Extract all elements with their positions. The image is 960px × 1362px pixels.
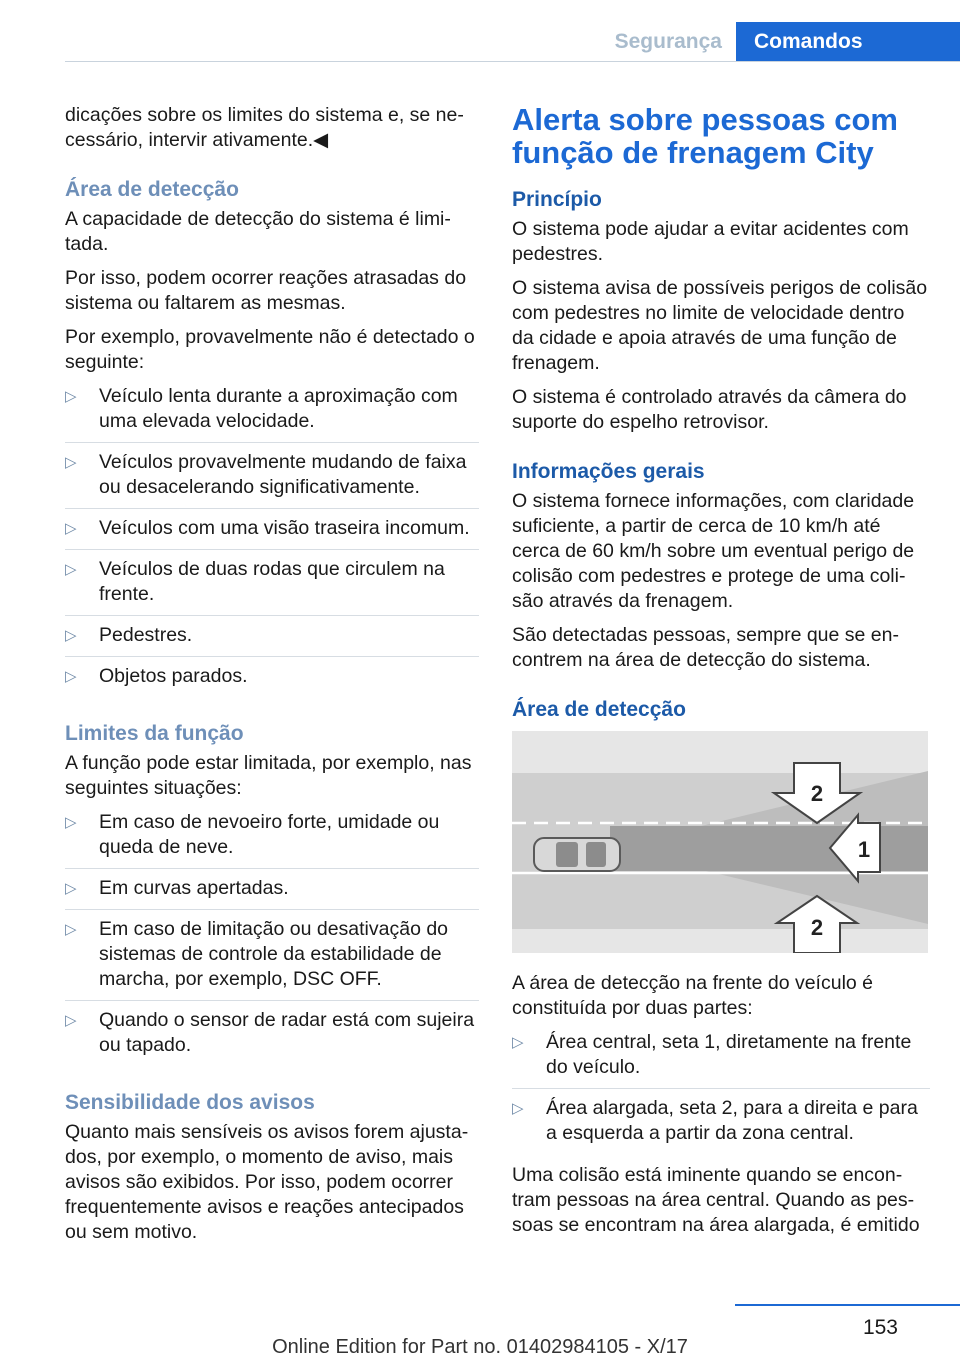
list-item (65, 557, 479, 616)
list-item (65, 664, 479, 697)
list-item-text: Objetos parados. (99, 665, 248, 687)
principle-heading: Princípio (512, 188, 602, 211)
limits-list (65, 810, 479, 1066)
list-item-text: Em curvas apertadas. (99, 877, 289, 899)
limits-heading: Limites da função (65, 722, 244, 745)
triangle-bullet-icon: ▷ (65, 921, 77, 938)
sensitivity-heading: Sensibilidade dos avisos (65, 1091, 315, 1114)
list-item-text: Veículo lenta durante a aproximação com uma elevada velocidade. (99, 385, 458, 432)
list-item (65, 384, 479, 443)
detection-parts-list (512, 1030, 930, 1154)
figure-label-2-bottom: 2 (810, 915, 824, 940)
list-item-text: Em caso de nevoeiro forte, umidade ou queda de neve. (99, 811, 440, 858)
triangle-bullet-icon: ▷ (65, 627, 77, 644)
edition-note: Online Edition for Part no. 01402984105 - X/17 (272, 1336, 688, 1358)
list-item-text: Área central, seta 1, diretamente na frente do veículo. (546, 1031, 912, 1078)
chapter-tab[interactable]: Comandos (736, 22, 960, 62)
not-detected-list (65, 384, 479, 697)
list-item (65, 810, 479, 869)
triangle-bullet-icon: ▷ (65, 561, 77, 578)
triangle-bullet-icon: ▷ (65, 454, 77, 471)
triangle-bullet-icon: ▷ (65, 668, 77, 685)
list-item-text: Quando o sensor de radar está com sujeira ou tapado. (99, 1009, 475, 1056)
list-item (65, 450, 479, 509)
detection-paragraph: Uma colisão está iminente quando se encontram pessoas na área central. Quando as pessoas se encontram na área alargada, é emitido (512, 1164, 920, 1236)
list-item (65, 516, 479, 550)
figure-label-2-top: 2 (810, 781, 824, 806)
section-label[interactable]: Segurança (614, 30, 722, 53)
detection-area-figure (512, 731, 928, 953)
left-column (65, 103, 479, 1254)
triangle-bullet-icon: ▷ (65, 814, 77, 831)
list-item (65, 876, 479, 910)
detection-heading: Área de detecção (512, 698, 686, 721)
general-paragraph: O sistema fornece informações, com claridade suficiente, a partir de cerca de 10 km/h até cerca de 60 km/h sobre um eventual perigo de colisão com pedestres e protege de uma colisão através da frenagem. (512, 490, 915, 612)
page-number: 153 (862, 1316, 898, 1339)
car-icon (534, 838, 620, 871)
general-heading: Informações gerais (512, 460, 705, 483)
figure-label-1: 1 (857, 837, 871, 862)
principle-paragraph: O sistema é controlado através da câmera do suporte do espelho retrovisor. (512, 386, 907, 433)
list-item (512, 1096, 930, 1154)
list-item-text: Área alargada, seta 2, para a direita e para a esquerda a partir da zona central. (546, 1097, 918, 1144)
list-item (65, 1008, 479, 1066)
list-item-text: Pedestres. (99, 624, 193, 646)
list-item (65, 623, 479, 657)
list-item-text: Veículos provavelmente mudando de faixa ou desacelerando significativamente. (99, 451, 467, 498)
list-item (65, 917, 479, 1001)
list-item (512, 1030, 930, 1089)
triangle-bullet-icon: ▷ (512, 1100, 524, 1117)
sensitivity-paragraph: Quanto mais sensíveis os avisos forem ajustados, por exemplo, o momento de aviso, mais avisos são exibidos. Por isso, podem ocorrer frequentemente avisos e reações antecipados ou sem motivo. (65, 1121, 469, 1243)
principle-paragraph: O sistema avisa de possíveis perigos de colisão com pedestres no limite de velocidade dentro da cidade e apoia através de uma função de frenagem. (512, 277, 928, 374)
detection-area-illustration (512, 731, 928, 953)
triangle-bullet-icon: ▷ (65, 1012, 77, 1029)
list-item-text: Em caso de limitação ou desativação do sistemas de controle da estabilidade de marcha, por exemplo, DSC OFF. (99, 918, 449, 990)
footer-divider (735, 1304, 960, 1306)
area-heading: Área de detecção (65, 178, 239, 201)
limits-paragraph: A função pode estar limitada, por exemplo, nas seguintes situações: (65, 752, 472, 799)
list-item-text: Veículos com uma visão traseira incomum. (99, 517, 470, 539)
triangle-bullet-icon: ▷ (512, 1034, 524, 1051)
area-paragraph: A capacidade de detecção do sistema é limitada. (65, 208, 451, 255)
area-paragraph: Por isso, podem ocorrer reações atrasadas do sistema ou faltarem as mesmas. (65, 267, 467, 314)
principle-paragraph: O sistema pode ajudar a evitar acidentes com pedestres. (512, 218, 909, 265)
right-column (512, 103, 930, 1247)
detection-paragraph: A área de detecção na frente do veículo é constituída por duas partes: (512, 972, 874, 1019)
triangle-bullet-icon: ▷ (65, 388, 77, 405)
list-item-text: Veículos de duas rodas que circulem na frente. (99, 558, 445, 605)
page-header (0, 0, 960, 62)
header-divider (65, 61, 960, 62)
triangle-bullet-icon: ▷ (65, 880, 77, 897)
intro-text: dicações sobre os limites do sistema e, se necessário, intervir ativamente.◀ (65, 104, 464, 151)
general-paragraph: São detectadas pessoas, sempre que se encontrem na área de detecção do sistema. (512, 624, 899, 671)
area-paragraph: Por exemplo, provavelmente não é detectado o seguinte: (65, 326, 475, 373)
section-title: Alerta sobre pessoas com função de frenagem City (512, 102, 898, 170)
triangle-bullet-icon: ▷ (65, 520, 77, 537)
